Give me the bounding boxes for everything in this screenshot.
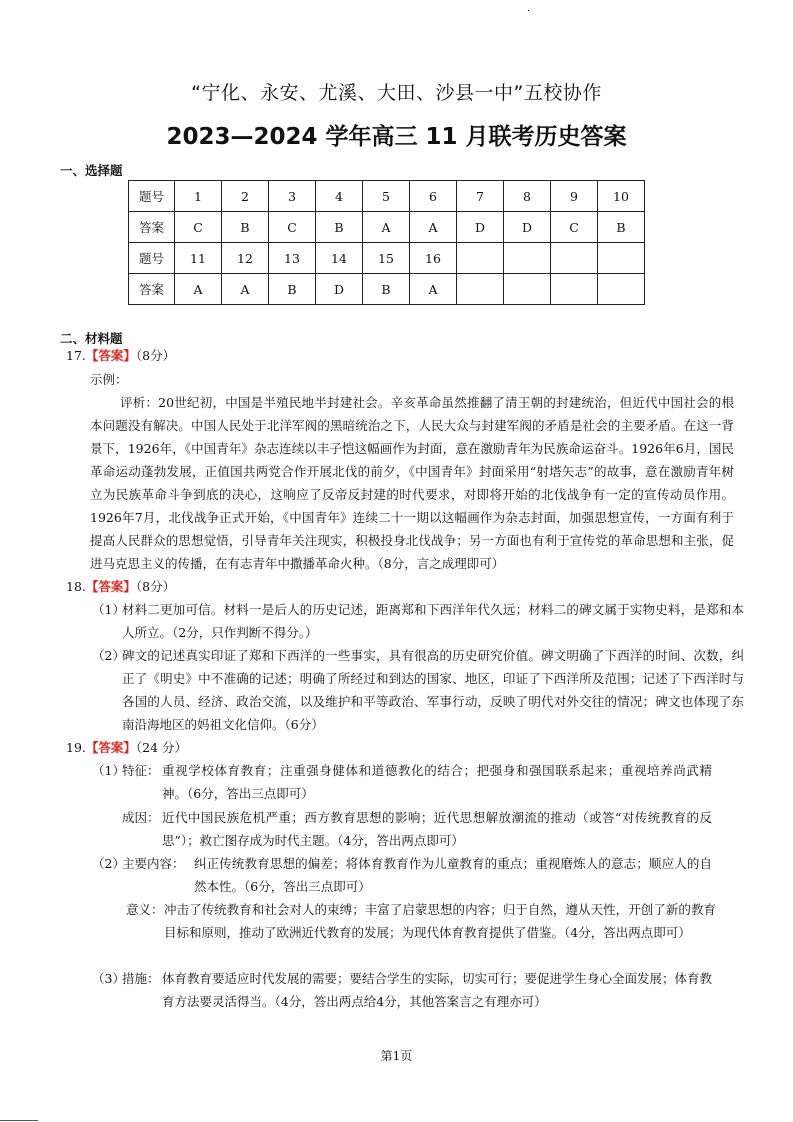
- question-number: 19.: [66, 740, 86, 755]
- question-19-part-1-feature: [92, 759, 712, 805]
- question-19-part-2-content: [92, 852, 712, 898]
- question-18-part-1: [92, 598, 744, 644]
- question-number: 15: [363, 243, 410, 274]
- question-number: 18.: [66, 579, 86, 594]
- part-label: （1）: [92, 763, 125, 778]
- question-number: 4: [316, 181, 363, 212]
- question-18-header: [66, 575, 175, 598]
- answer-tag: 【答案】: [85, 579, 136, 594]
- answer-tag: 【答案】: [85, 348, 136, 363]
- document-subtitle: “宁化、永安、尤溪、大田、沙县一中”五校协作: [191, 82, 602, 104]
- answer-table: [128, 180, 645, 305]
- answer-cell: C: [269, 212, 316, 243]
- question-number: 9: [551, 181, 598, 212]
- row-label: 题号: [129, 243, 175, 274]
- question-17-body: 评析：20世纪初，中国是半殖民地半封建社会。辛亥革命虽然推翻了清王朝的封建统治，但近代中国社会的根本问题没有解决。中国人民处于北洋军阀的黑暗统治之下，人民大众与封建军阀的矛盾是社会的主要矛盾。在这一背景下，1926年，《中国青年》杂志连续以丰子恺这幅画作为封面，意在激励青年为民族命运奋斗。1926年6月，国民革命运动蓬勃发展，正值国共两党合作开展北伐的前夕，《中国青年》封面采用“射塔矢志”的故事，意在激励青年树立为民族革命斗争到底的决心，这响应了反帝反封建的时代要求，对即将开始的北伐战争有一定的宣传动员作用。1926年7月，北伐战争正式开始，《中国青年》连续二十一期以这幅画作为杂志封面，加强思想宣传，一方面有利于提高人民群众的思想觉悟，引导青年关注现实，积极投身北伐战争；另一方面也有利于宣传党的革命思想和主张，促进马克思主义的传播，在有志青年中撒播革命火种。（8分，言之成理即可）: [90, 395, 734, 571]
- question-number: 1: [175, 181, 222, 212]
- example-label: 示例：: [90, 372, 128, 387]
- question-score: （8分）: [135, 579, 176, 594]
- item-key: 意义：: [126, 902, 164, 917]
- answer-cell: D: [457, 212, 504, 243]
- scan-dot: [528, 10, 529, 11]
- part-label: （1）: [92, 602, 125, 617]
- answer-cell: C: [551, 212, 598, 243]
- document-title: 2023—2024 学年高三 11 月联考历史答案: [166, 124, 627, 150]
- question-19-part-1-cause: [122, 806, 712, 852]
- answer-cell: B: [598, 212, 645, 243]
- empty-cell: [551, 243, 598, 274]
- answer-cell: D: [504, 212, 551, 243]
- question-number: 5: [363, 181, 410, 212]
- question-score: （8分）: [135, 348, 176, 363]
- row-label: 答案: [129, 274, 175, 305]
- item-key: 措施：: [122, 971, 160, 986]
- empty-cell: [551, 274, 598, 305]
- item-text: 纠正传统教育思想的偏差；将体育教育作为儿童教育的重点；重视磨炼人的意志；顺应人的自然本性。（6分，答出三点即可）: [194, 856, 712, 894]
- answer-cell: D: [316, 274, 363, 305]
- part-text: 碑文的记述真实印证了郑和下西洋的一些事实，具有很高的历史研究价值。碑文明确了下西洋的时间、次数，纠正了《明史》中不准确的记述；明确了所经过和到达的国家、地区，印证了下西洋所及范围；记述了下西洋时与各国的人员、经济、政治交流，以及维护和平等政治、军事行动，反映了明代对外交往的情况；碑文也体现了东南沿海地区的妈祖文化信仰。（6分）: [122, 648, 744, 732]
- table-row: [129, 274, 645, 305]
- row-label: 答案: [129, 212, 175, 243]
- part-text: 材料二更加可信。材料一是后人的历史记述，距离郑和下西洋年代久远；材料二的碑文属于实物史料，是郑和本人所立。（2分，只作判断不得分。）: [122, 602, 744, 640]
- section-heading-material: 二、材料题: [60, 331, 123, 346]
- answer-cell: C: [175, 212, 222, 243]
- answer-cell: A: [175, 274, 222, 305]
- question-score: （24 分）: [135, 740, 188, 755]
- answer-cell: A: [410, 274, 457, 305]
- question-19-part-2-significance: [126, 898, 716, 944]
- answer-tag: 【答案】: [85, 740, 136, 755]
- part-label: （3）: [92, 971, 125, 986]
- answer-cell: A: [363, 212, 410, 243]
- empty-cell: [598, 274, 645, 305]
- table-row: [129, 212, 645, 243]
- question-19-header: [66, 736, 187, 759]
- section-heading-choice: 一、选择题: [60, 163, 123, 178]
- question-number: 6: [410, 181, 457, 212]
- question-number: 14: [316, 243, 363, 274]
- question-number: 16: [410, 243, 457, 274]
- part-label: （2）: [92, 648, 125, 663]
- question-17-header: [66, 344, 175, 367]
- answer-cell: B: [269, 274, 316, 305]
- table-row: [129, 181, 645, 212]
- empty-cell: [504, 274, 551, 305]
- question-19-part-3-measures: [92, 967, 712, 1013]
- question-number: 12: [222, 243, 269, 274]
- part-label: （2）: [92, 856, 125, 871]
- answer-cell: B: [316, 212, 363, 243]
- answer-cell: B: [363, 274, 410, 305]
- question-18-part-2: [92, 644, 744, 736]
- empty-cell: [457, 274, 504, 305]
- item-text: 冲击了传统教育和社会对人的束缚；丰富了启蒙思想的内容；归于自然，遵从天性，开创了新的教育目标和原则，推动了欧洲近代教育的发展；为现代体育教育提供了借鉴。（4分，答出两点即可）: [164, 902, 716, 940]
- empty-cell: [504, 243, 551, 274]
- question-number: 7: [457, 181, 504, 212]
- table-row: [129, 243, 645, 274]
- footnote-rule: [0, 1120, 38, 1121]
- empty-cell: [598, 243, 645, 274]
- item-text: 近代中国民族危机严重；西方教育思想的影响；近代思想解放潮流的推动（或答“对传统教育的反思”）；救亡图存成为时代主题。（4分，答出两点即可）: [162, 810, 712, 848]
- question-number: 10: [598, 181, 645, 212]
- item-text: 重视学校体育教育；注重强身健体和道德教化的结合；把强身和强国联系起来；重视培养尚武精神。（6分，答出三点即可）: [162, 763, 712, 801]
- answer-cell: A: [222, 274, 269, 305]
- item-text: 体育教育要适应时代发展的需要；要结合学生的实际，切实可行；要促进学生身心全面发展；体育教育方法要灵活得当。（4分，答出两点给4分，其他答案言之有理亦可）: [162, 971, 713, 1009]
- answer-cell: B: [222, 212, 269, 243]
- question-number: 13: [269, 243, 316, 274]
- item-key: 特征：: [122, 763, 160, 778]
- row-label: 题号: [129, 181, 175, 212]
- item-key: 主要内容：: [122, 856, 185, 871]
- question-number: 11: [175, 243, 222, 274]
- question-number: 8: [504, 181, 551, 212]
- page-number: 第1页: [380, 1049, 413, 1063]
- answer-cell: A: [410, 212, 457, 243]
- question-number: 2: [222, 181, 269, 212]
- question-number: 3: [269, 181, 316, 212]
- question-number: 17.: [66, 348, 86, 363]
- empty-cell: [457, 243, 504, 274]
- item-key: 成因：: [122, 810, 160, 825]
